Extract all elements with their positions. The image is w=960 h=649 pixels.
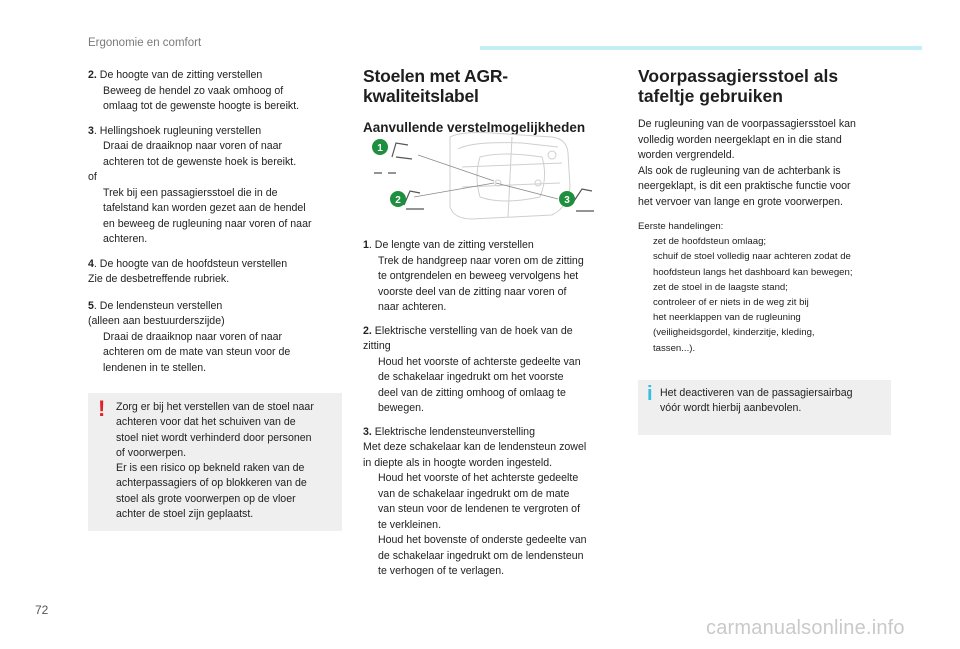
text-line: of voorwerpen. <box>116 446 187 459</box>
bullet-text: hoofdsteun langs het dashboard kan bewegen; <box>653 266 853 278</box>
warning-box <box>88 393 342 531</box>
bullet-item <box>638 280 894 295</box>
item-3-bullets <box>363 471 623 580</box>
bullet-item <box>363 254 623 316</box>
bullet-text: Draai de draaiknop naar voren of naar <box>103 330 283 343</box>
info-text <box>660 386 885 417</box>
item-3-bullets-alt <box>88 186 346 248</box>
info-icon: i <box>647 383 653 405</box>
item-number: 3. <box>363 425 372 438</box>
bullet-text: achteren. <box>103 233 148 245</box>
first-steps-label: Eerste handelingen: <box>638 221 724 232</box>
bullet-text: schuif de stoel volledig naar achteren zodat de <box>653 251 851 263</box>
bullet-text: tassen...). <box>653 342 696 354</box>
watermark: carmanualsonline.info <box>706 617 905 639</box>
bullet-text: de schakelaar ingedrukt om het voorste <box>378 371 564 383</box>
section-subtitle: Aanvullende verstelmogelijkheden <box>363 120 586 135</box>
item-2-bullets <box>88 84 346 115</box>
bullet-item <box>363 355 623 417</box>
bullet-item <box>638 295 894 356</box>
item-number: 2. <box>363 324 372 337</box>
text-line: Als ook de rugleuning van de achterbank is <box>638 164 841 177</box>
bullet-item <box>88 186 346 248</box>
bullet-text: bewegen. <box>378 402 424 414</box>
bullet-text: omlaag tot de gewenste hoogte is bereikt. <box>103 100 300 112</box>
item-2-heading <box>88 68 346 84</box>
text-line: Er is een risico op bekneld raken van de <box>116 462 305 475</box>
page-number: 72 <box>35 603 49 617</box>
column-middle-text <box>363 238 623 580</box>
or-text: of <box>88 171 97 183</box>
item-3-bullets <box>88 139 346 170</box>
item-title: De hoogte van de zitting verstellen <box>96 69 263 81</box>
item-3-heading <box>363 425 623 441</box>
bullet-item <box>88 139 346 170</box>
bullet-item <box>638 249 894 279</box>
section-header: Ergonomie en comfort <box>88 37 202 49</box>
item-2-bullets <box>363 355 623 417</box>
item-title: . De hoogte van de hoofdsteun verstellen <box>93 257 288 270</box>
text-line: achteren voor dat het schuiven van de <box>116 416 296 429</box>
text-line: achterpassagiers of op blokkeren van de <box>116 477 307 490</box>
figure-label: 1 <box>377 143 383 154</box>
item-3-heading <box>88 124 346 140</box>
bullet-text: achteren om de mate van steun voor de <box>103 346 291 358</box>
text-line: Het deactiveren van de passagiersairbag <box>660 387 853 399</box>
item-title: . De lendensteun verstellen <box>93 299 223 312</box>
bullet-text: van steun voor de lendenen te vergroten of <box>378 503 581 515</box>
item-1-heading <box>363 238 623 254</box>
bullet-item <box>88 84 346 115</box>
seat-adjustment-illustration <box>362 127 624 227</box>
title-line: Voorpassagiersstoel als <box>638 66 839 86</box>
text-line: achter de stoel zijn geplaatst. <box>116 508 254 521</box>
bullet-text: te ontgrendelen en beweeg vervolgens het <box>378 270 579 282</box>
first-steps-list <box>638 234 894 356</box>
bullet-text: de schakelaar ingedrukt om de lendensteun <box>378 549 584 562</box>
text-line: De rugleuning van de voorpassagiersstoel kan <box>638 118 856 130</box>
item-4-heading <box>88 257 346 273</box>
item-5-sub: (alleen aan bestuurderszijde) <box>88 315 225 327</box>
bullet-text: Beweeg de hendel zo vaak omhoog of <box>103 84 284 97</box>
bullet-text: Houd het voorste of het achterste gedeelte <box>378 472 579 484</box>
item-number: 4 <box>88 257 94 270</box>
bullet-text: naar achteren. <box>378 301 447 313</box>
bullet-text: Trek de handgreep naar voren om de zitting <box>378 254 584 267</box>
column-right <box>638 66 894 356</box>
item-title: . Hellingshoek rugleuning verstellen <box>93 124 262 137</box>
bullet-text: voorste deel van de zitting naar voren of <box>378 285 567 298</box>
bullet-text: (veiligheidsgordel, kinderzitje, kleding, <box>653 327 815 339</box>
warning-icon: ! <box>98 396 106 421</box>
info-box <box>638 380 891 435</box>
text-line: neergeklapt, is dit een praktische functie voor <box>638 180 851 192</box>
intro-text <box>638 117 894 210</box>
bullet-item <box>363 533 623 580</box>
bullet-text: tafelstand kan worden gezet aan de hendel <box>103 202 306 214</box>
item-title: Elektrische verstelling van de hoek van de <box>371 324 573 337</box>
figure-label: 3 <box>564 195 570 206</box>
bullet-text: van de schakelaar ingedrukt om de mate <box>378 487 570 500</box>
section-title-table <box>638 66 894 106</box>
bullet-text: Draai de draaiknop naar voren of naar <box>103 140 283 152</box>
bullet-item <box>363 471 623 533</box>
title-line: tafeltje gebruiken <box>638 86 783 106</box>
text-line: vóór wordt hierbij aanbevolen. <box>660 402 802 415</box>
bullet-text: te verhogen of te verlagen. <box>378 565 505 577</box>
item-title: Elektrische lendensteunverstelling <box>371 425 535 438</box>
item-number: 3 <box>88 124 94 137</box>
text-line: Zorg er bij het verstellen van de stoel naar <box>116 401 314 413</box>
item-5-bullets <box>88 330 346 377</box>
header-accent-bar <box>480 46 922 50</box>
bullet-text: zet de hoofdsteun omlaag; <box>653 236 767 248</box>
bullet-text: lendenen in te stellen. <box>103 361 207 374</box>
text-line: worden vergrendeld. <box>638 149 735 161</box>
figure-label: 2 <box>395 195 401 206</box>
item-4-sub: Zie de desbetreffende rubriek. <box>88 273 230 285</box>
item-number: 1 <box>363 239 369 251</box>
bullet-text: en beweeg de rugleuning naar voren of naar <box>103 217 312 230</box>
bullet-text: Houd het bovenste of onderste gedeelte van <box>378 534 587 546</box>
bullet-text: Trek bij een passagiersstoel die in de <box>103 186 278 199</box>
item-2-heading-cont: zitting <box>363 340 391 352</box>
warning-text <box>116 400 336 522</box>
bullet-text: Houd het voorste of achterste gedeelte van <box>378 355 581 368</box>
bullet-text: deel van de zitting omhoog of omlaag te <box>378 386 566 399</box>
bullet-text: zet de stoel in de laagste stand; <box>653 281 788 293</box>
text-line: volledig worden neergeklapt en in die stand <box>638 133 842 146</box>
bullet-text: achteren tot de gewenste hoek is bereikt. <box>103 155 297 168</box>
text-line: stoel niet wordt verhinderd door personen <box>116 431 312 444</box>
text-line: in diepte als in hoogte worden ingesteld. <box>363 456 553 469</box>
item-1-bullets <box>363 254 623 316</box>
text-line: het vervoer van lange en grote voorwerpen. <box>638 195 843 208</box>
column-middle <box>363 66 623 136</box>
bullet-text: te verkleinen. <box>378 518 442 531</box>
bullet-text: het neerklappen van de rugleuning <box>653 312 801 324</box>
item-number: 2. <box>88 69 97 81</box>
bullet-item <box>638 234 894 249</box>
item-title: . De lengte van de zitting verstellen <box>368 239 534 251</box>
item-number: 5 <box>88 299 94 312</box>
bullet-item <box>88 330 346 377</box>
text-line: stoel als grote voorwerpen op de vloer <box>116 492 296 505</box>
column-left <box>88 68 346 376</box>
item-5-heading <box>88 299 346 315</box>
text-line: Met deze schakelaar kan de lendensteun zowel <box>363 441 587 453</box>
section-title-agr: Stoelen met AGR-kwaliteitslabel <box>363 66 508 106</box>
item-2-heading <box>363 324 623 340</box>
bullet-text: controleer of er niets in de weg zit bij <box>653 297 809 309</box>
item-3-desc <box>363 440 623 471</box>
